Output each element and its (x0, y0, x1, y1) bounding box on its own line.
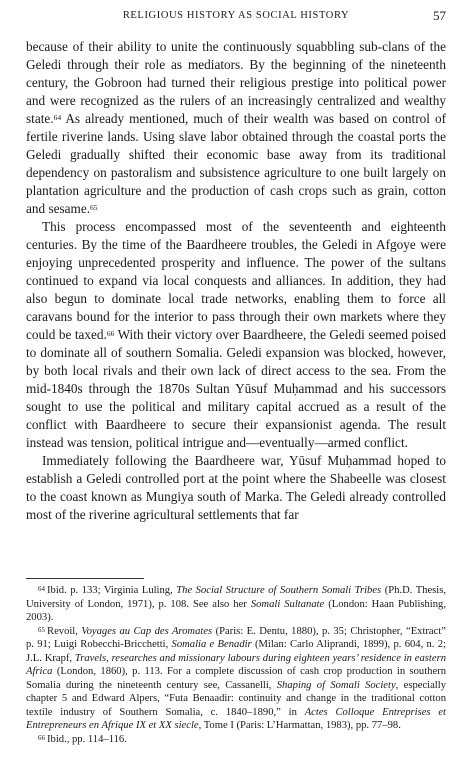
footnote-title: Voyages au Cap des Aromates (81, 625, 213, 637)
paragraph-2-text-b: With their victory over Baardheere, the Geledi seemed poised to dominate all of southern Somalia. Geledi expansion was blocked, however, by both local rivals and their own lack of direct access to the sea. From the mid-1840s through the 1870s Sultan Yūsuf Muḥammad and his successors sought to use the political and military capital accrued as a result of the conflict with Baardheere to secure their expansionist agenda. The result instead was tension, political intrigue and—eventually—armed conflict. (26, 327, 446, 450)
page-header (26, 8, 446, 24)
footnote-title: Shaping of Somali Society (276, 679, 396, 691)
paragraph-2 (26, 218, 446, 452)
footnote-title: Actes Colloque Entreprises et Entrepreneurs en Afrique IX et XX siecle (26, 706, 446, 731)
footnote-number: 64 (38, 585, 45, 593)
footnote-text: (Milan: Carlo Aliprandi, 1899), p. 604, n. 2; J.L. Krapf, (26, 639, 447, 664)
footnote-title: Travels, researches and missionary labours during eighteen years’ residence in eastern Africa (26, 652, 446, 677)
footnote-text: (Paris: E. Dentu, 1880), p. 35; Christopher, “Extract” p. 91; Luigi Robecchi-Bricchetti, (26, 625, 446, 650)
footnote-text: , Tome I (Paris: L’Harmattan, 1983), pp. 77–98. (198, 720, 401, 731)
page-number: 57 (433, 8, 446, 23)
paragraph-2-text-a: This process encompassed most of the seventeenth and eighteenth centuries. By the time of the Baardheere troubles, the Geledi in Afgoye were enjoying unprecedented prosperity and influence. The power of the sultans continued to expand via local conquests and alliances. In addition, they had also begun to dominate local trade networks, enabling them to force all caravans bound for the interior to pass through their own markets where they could be taxed. (26, 219, 446, 342)
footnote-text: (London, 1860), p. 113. For a complete discussion of cash crop production in southern Somalia during the nineteenth century see, Cassanelli, (26, 666, 446, 691)
footnote-divider (26, 578, 144, 579)
paragraph-3: Immediately following the Baardheere war, Yūsuf Muḥammad hoped to establish a Geledi controlled port at the point where the Shabeelle was closest to the coast known as Mungiya south of Marka. The Geledi already controlled most of the riverine agricultural settlements that far (26, 453, 446, 522)
paragraph-1 (26, 38, 446, 218)
footnote-text: Revoil, (47, 625, 82, 637)
footnote-65 (26, 625, 446, 733)
footnote-text: Ibid., pp. 114–116. (47, 733, 127, 745)
footnote-title: The Social Structure of Southern Somali Tribes (176, 585, 382, 596)
footnote-text: (Ph.D. Thesis, University of London, 1971), p. 108. See also her (26, 585, 446, 610)
paragraph-1-text-b: As already mentioned, much of their wealth was based on control of fertile riverine lands. Using slave labor obtained through the coastal ports the Geledi gradually shifted their economic base away from its traditional dependency on pastoralism and subsistence agriculture to one built largely on plantation agriculture and the production of cash crops such as grain, cotton and sesame. (26, 111, 446, 216)
footnote-number: 65 (38, 625, 45, 634)
footnote-text: (London: Haan Publishing, 2003). (26, 598, 446, 623)
footnote-title: Somali Sultanate (250, 598, 325, 610)
footnote-text: , especially chapter 5 and Edward Alpers, “Futa Benaadir: continuity and change in the traditional cotton textile industry of Southern Somalia, c. 1840–1890,” in (26, 679, 446, 718)
running-head: RELIGIOUS HISTORY AS SOCIAL HISTORY (122, 10, 350, 21)
footnote-text: Ibid. p. 133; Virginia Luling, (47, 585, 177, 596)
footnote-ref-66: 66 (106, 329, 115, 338)
footnote-ref-65: 65 (90, 203, 98, 212)
footnote-number: 66 (38, 733, 45, 742)
footnote-66 (26, 733, 446, 747)
paragraph-1-text-a: because of their ability to unite the continuously squabbling sub-clans of the Geledi through their role as mediators. By the beginning of the nineteenth century, the Gobroon had turned their religious prestige into political power and were recognized as the rulers of an increasingly centralized and wealthy state. (26, 39, 446, 126)
footnotes (26, 584, 446, 746)
footnote-title: Somalia e Benadir (171, 639, 252, 650)
footnote-ref-64: 64 (53, 113, 62, 122)
footnote-64 (26, 584, 446, 625)
body-text (26, 38, 446, 524)
